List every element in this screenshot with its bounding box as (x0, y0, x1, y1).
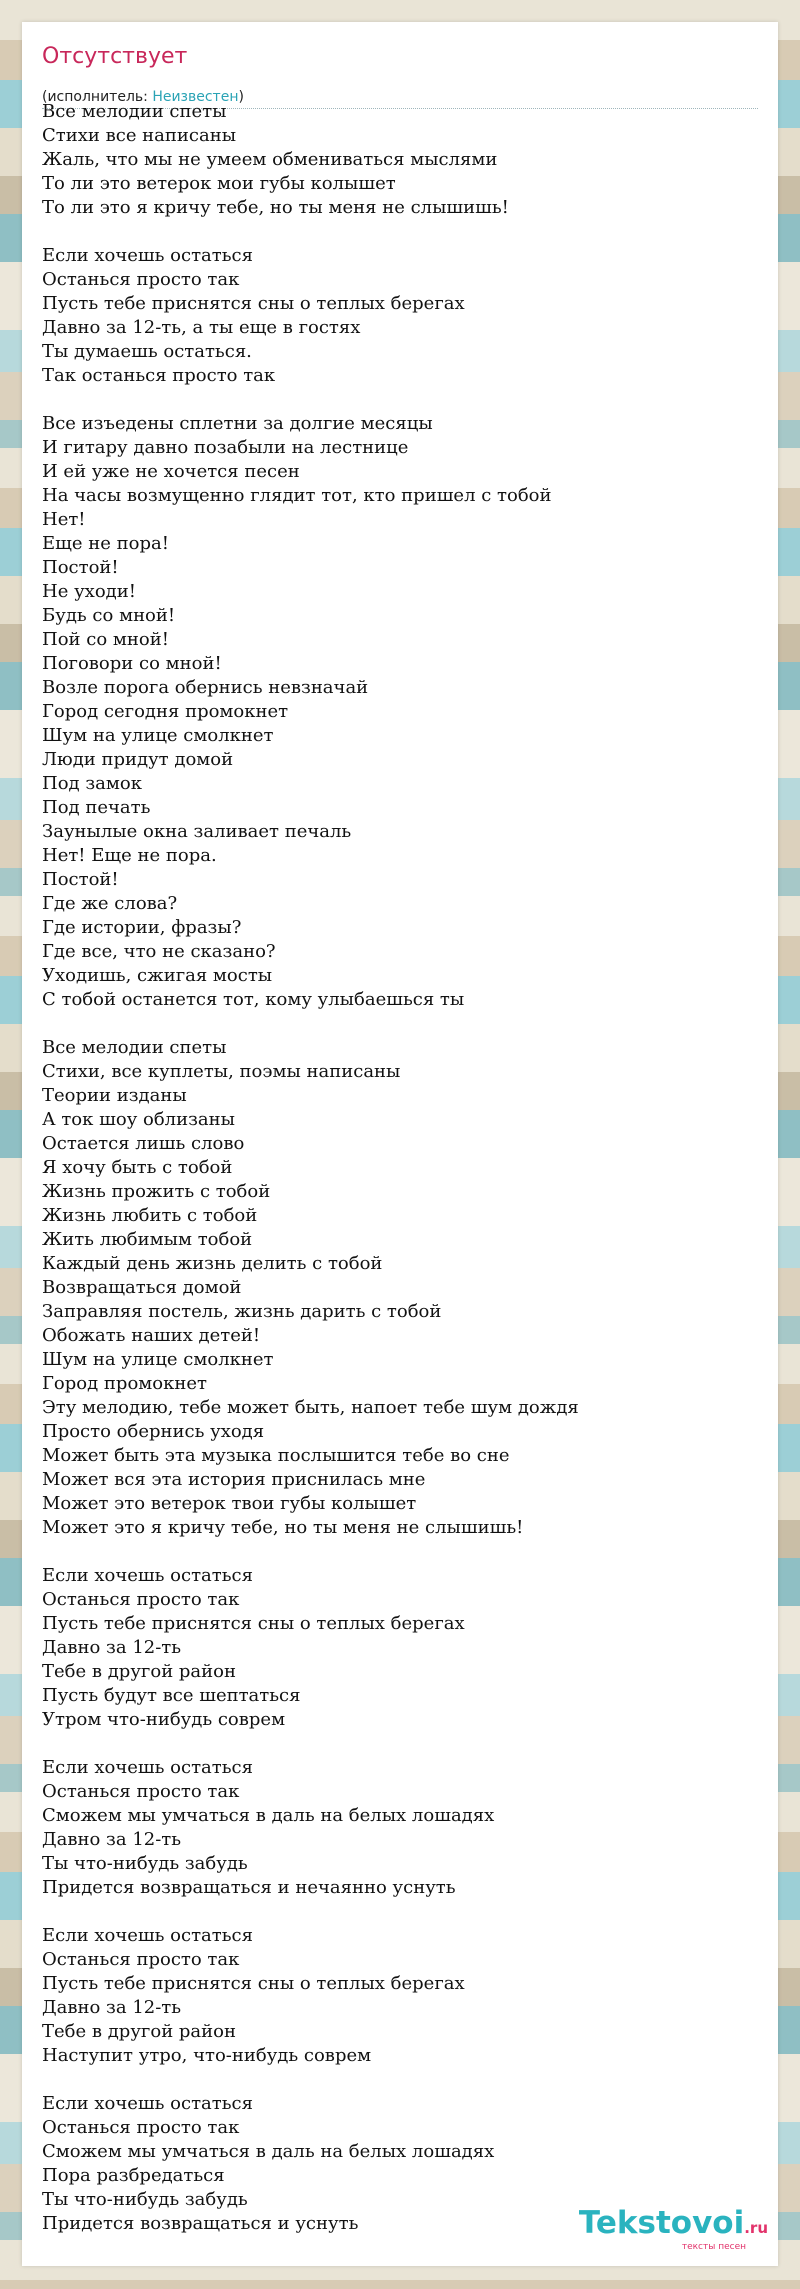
lyric-line: Может быть эта музыка послышится тебе во сне (42, 1445, 510, 1466)
lyric-line: Теории изданы (42, 1085, 187, 1106)
lyric-line: Останься просто так (42, 1589, 240, 1610)
lyric-line: Возвращаться домой (42, 1277, 242, 1298)
lyric-line: То ли это ветерок мои губы колышет (42, 173, 396, 194)
lyric-line: Все изъедены сплетни за долгие месяцы (42, 413, 433, 434)
site-logo[interactable] (558, 2206, 768, 2258)
lyric-line: То ли это я кричу тебе, но ты меня не слышишь! (42, 197, 509, 218)
lyrics-body (42, 100, 762, 2260)
lyrics-stanza (42, 1924, 762, 2068)
lyric-line: Постой! (42, 557, 119, 578)
lyric-line: Давно за 12-ть (42, 1829, 182, 1850)
lyric-line: Жить любимым тобой (42, 1229, 253, 1250)
lyric-line: Тебе в другой район (42, 2021, 236, 2042)
lyric-line: Каждый день жизнь делить с тобой (42, 1253, 383, 1274)
lyric-line: Под замок (42, 773, 142, 794)
lyrics-stanza (42, 412, 762, 1012)
lyric-line: Ты что-нибудь забудь (42, 2189, 248, 2210)
lyric-line: Просто обернись уходя (42, 1421, 265, 1442)
artist-link[interactable]: Неизвестен (152, 89, 239, 105)
lyric-line: Останься просто так (42, 1781, 240, 1802)
lyric-line: Будь со мной! (42, 605, 176, 626)
lyric-line: Может это я кричу тебе, но ты меня не слышишь! (42, 1517, 524, 1538)
lyric-line: Останься просто так (42, 1949, 240, 1970)
lyric-line: Еще не пора! (42, 533, 169, 554)
lyric-line: Стихи, все куплеты, поэмы написаны (42, 1061, 401, 1082)
lyric-line: Если хочешь остаться (42, 1925, 253, 1946)
lyric-line: Заунылые окна заливает печаль (42, 821, 352, 842)
lyric-line: Жаль, что мы не умеем обмениваться мыслями (42, 149, 498, 170)
lyric-line: Придется возвращаться и нечаянно уснуть (42, 1877, 456, 1898)
lyric-line: Город сегодня промокнет (42, 701, 289, 722)
artist-prefix: (исполнитель: (42, 89, 153, 105)
lyric-line: Все мелодии спеты (42, 1037, 227, 1058)
lyric-line: На часы возмущенно глядит тот, кто пришел с тобой (42, 485, 552, 506)
lyric-line: Люди придут домой (42, 749, 234, 770)
lyric-line: Может это ветерок твои губы колышет (42, 1493, 417, 1514)
lyric-line: Пой со мной! (42, 629, 169, 650)
lyric-line: Жизнь прожить с тобой (42, 1181, 271, 1202)
lyrics-stanza (42, 244, 762, 388)
lyric-line: Где истории, фразы? (42, 917, 242, 938)
logo-wordmark (579, 2206, 768, 2245)
lyric-line: Утром что-нибудь соврем (42, 1709, 286, 1730)
lyric-line: Так останься просто так (42, 365, 276, 386)
lyric-line: Пусть тебе приснятся сны о теплых берегах (42, 293, 465, 314)
lyric-line: Шум на улице смолкнет (42, 725, 274, 746)
lyric-line: Останься просто так (42, 2117, 240, 2138)
lyric-line: Нет! (42, 509, 86, 530)
lyric-line: Поговори со мной! (42, 653, 222, 674)
lyric-line: Нет! Еще не пора. (42, 845, 217, 866)
lyric-line: И гитару давно позабыли на лестнице (42, 437, 409, 458)
lyric-line: Сможем мы умчаться в даль на белых лошадях (42, 2141, 495, 2162)
lyrics-stanza (42, 100, 762, 220)
lyric-line: Город промокнет (42, 1373, 207, 1394)
lyric-line: Давно за 12-ть (42, 1997, 182, 2018)
lyric-line: Остается лишь слово (42, 1133, 245, 1154)
lyric-line: Если хочешь остаться (42, 1757, 253, 1778)
lyric-line: Где все, что не сказано? (42, 941, 276, 962)
lyric-line: А ток шоу облизаны (42, 1109, 235, 1130)
lyric-line: Где же слова? (42, 893, 178, 914)
lyric-line: Жизнь любить с тобой (42, 1205, 258, 1226)
lyric-line: Пора разбредаться (42, 2165, 225, 2186)
lyric-line: Давно за 12-ть, а ты еще в гостях (42, 317, 361, 338)
lyric-line: Придется возвращаться и уснуть (42, 2213, 359, 2234)
lyric-line: Сможем мы умчаться в даль на белых лошадях (42, 1805, 495, 1826)
logo-tld: .ru (744, 2219, 768, 2237)
lyrics-stanza (42, 1036, 762, 1540)
lyric-line: Все мелодии спеты (42, 101, 227, 122)
lyric-line: Пусть тебе приснятся сны о теплых берегах (42, 1613, 465, 1634)
lyric-line: Пусть будут все шептаться (42, 1685, 301, 1706)
lyric-line: Шум на улице смолкнет (42, 1349, 274, 1370)
lyric-line: Заправляя постель, жизнь дарить с тобой (42, 1301, 442, 1322)
lyric-line: Возле порога обернись невзначай (42, 677, 369, 698)
lyric-line: Уходишь, сжигая мосты (42, 965, 273, 986)
lyric-line: Может вся эта история приснилась мне (42, 1469, 426, 1490)
lyric-line: Под печать (42, 797, 151, 818)
logo-tagline: тексты песен (681, 2242, 746, 2252)
song-title: Отсутствует (42, 44, 188, 69)
lyric-line: С тобой останется тот, кому улыбаешься ты (42, 989, 465, 1010)
lyric-line: Ты думаешь остаться. (42, 341, 252, 362)
lyric-line: Тебе в другой район (42, 1661, 236, 1682)
lyrics-stanza (42, 1756, 762, 1900)
lyrics-card (22, 22, 778, 2266)
lyric-line: Наступит утро, что-нибудь соврем (42, 2045, 372, 2066)
lyric-line: Не уходи! (42, 581, 136, 602)
lyric-line: Ты что-нибудь забудь (42, 1853, 248, 1874)
lyric-line: Если хочешь остаться (42, 2093, 253, 2114)
lyric-line: Стихи все написаны (42, 125, 237, 146)
artist-suffix: ) (238, 89, 244, 105)
lyrics-stanza (42, 1564, 762, 1732)
lyric-line: Если хочешь остаться (42, 245, 253, 266)
lyric-line: Эту мелодию, тебе может быть, напоет тебе шум дождя (42, 1397, 579, 1418)
lyric-line: Пусть тебе приснятся сны о теплых берегах (42, 1973, 465, 1994)
lyric-line: Если хочешь остаться (42, 1565, 253, 1586)
lyric-line: Останься просто так (42, 269, 240, 290)
lyric-line: И ей уже не хочется песен (42, 461, 300, 482)
lyric-line: Я хочу быть с тобой (42, 1157, 233, 1178)
lyric-line: Обожать наших детей! (42, 1325, 261, 1346)
lyric-line: Постой! (42, 869, 119, 890)
logo-name: Tekstovoi (578, 2205, 745, 2241)
lyric-line: Давно за 12-ть (42, 1637, 182, 1658)
